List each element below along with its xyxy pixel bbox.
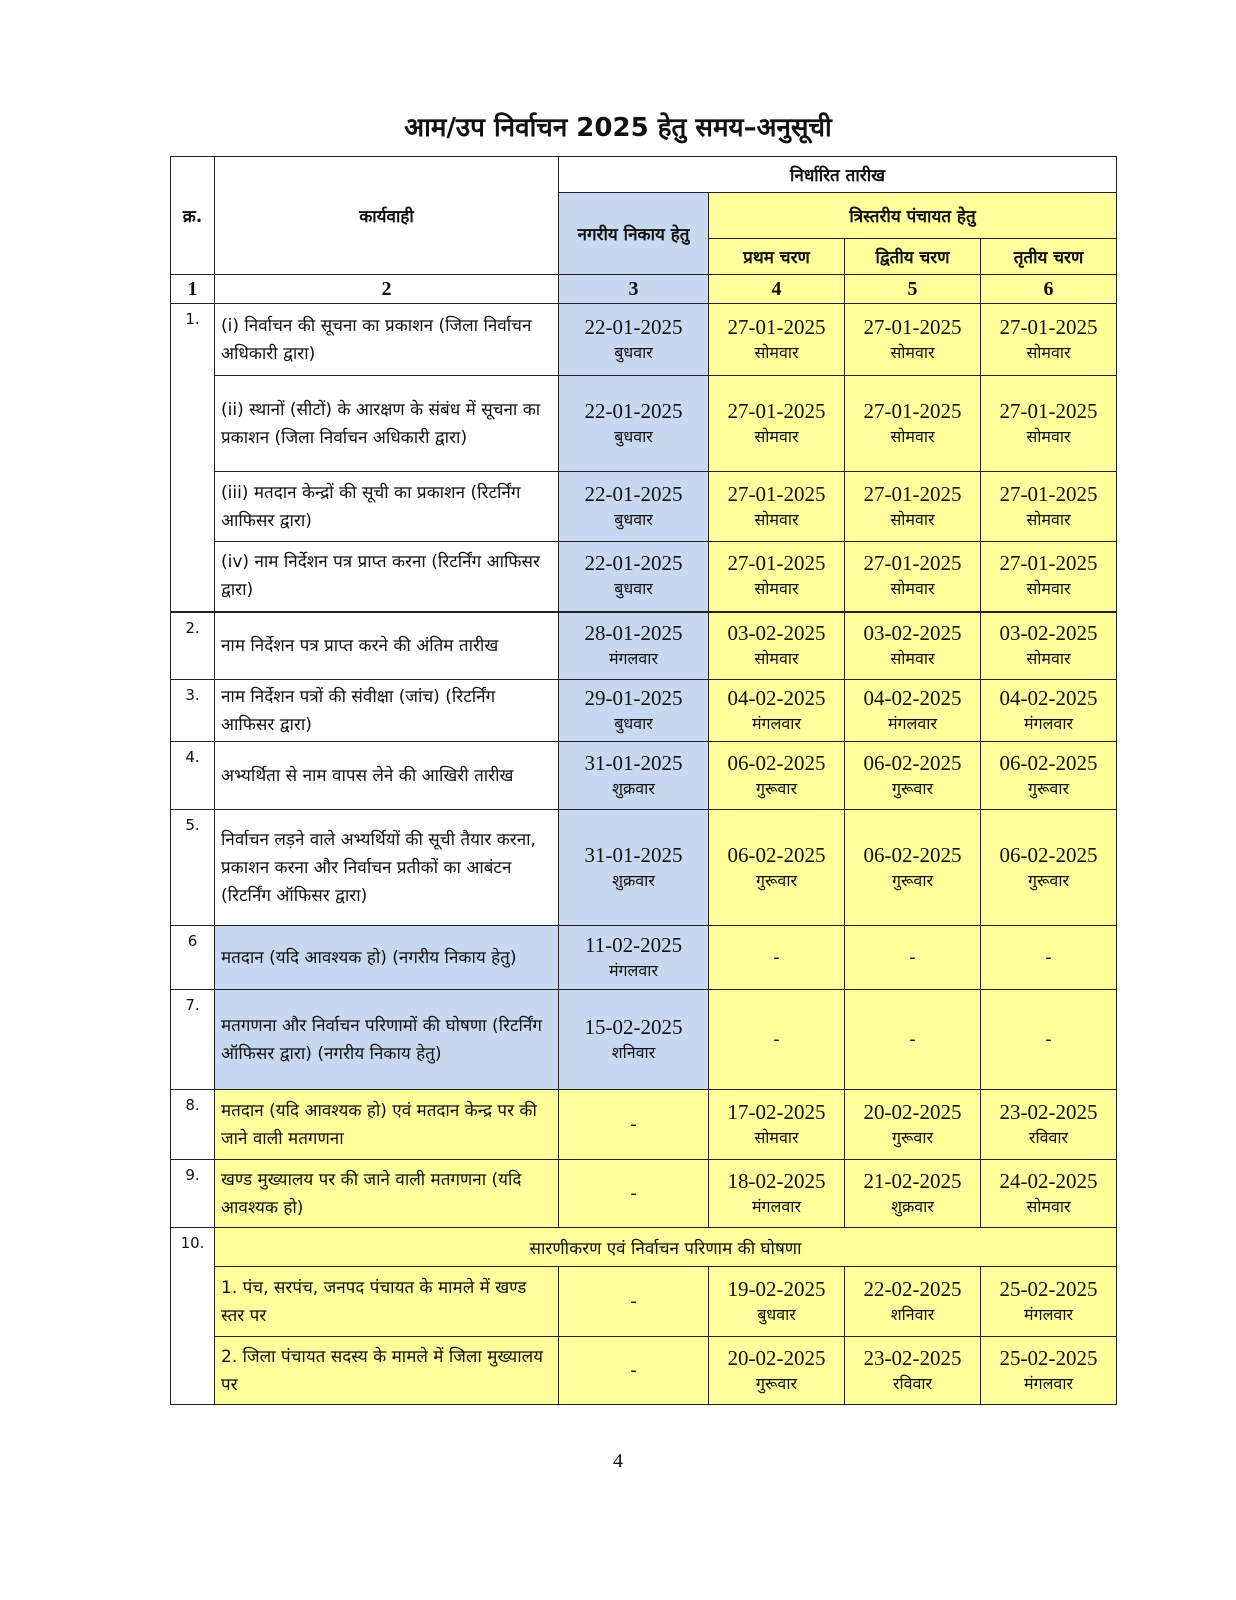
weekday-value: सोमवार <box>754 509 799 529</box>
row-number: 4. <box>171 742 215 810</box>
action-cell: मतदान (यदि आवश्यक हो) (नगरीय निकाय हेतु) <box>215 926 559 990</box>
weekday-value: सोमवार <box>754 648 799 668</box>
date-cell <box>709 742 845 810</box>
dash-cell: - <box>981 990 1117 1090</box>
date-cell <box>981 376 1117 472</box>
row-number: 3. <box>171 680 215 742</box>
weekday-value: शनिवार <box>611 1042 656 1062</box>
date-cell <box>845 612 981 680</box>
date-cell <box>709 376 845 472</box>
weekday-value: मंगलवार <box>608 648 658 668</box>
date-value: 24-02-2025 <box>999 1168 1098 1193</box>
column-number: 6 <box>981 275 1117 304</box>
weekday-value: गुरूवार <box>755 778 798 798</box>
date-cell <box>845 742 981 810</box>
weekday-value: गुरूवार <box>891 870 934 890</box>
action-cell: मतदान (यदि आवश्यक हो) एवं मतदान केन्द्र पर की जाने वाली मतगणना <box>215 1090 559 1160</box>
date-value: 25-02-2025 <box>999 1345 1098 1370</box>
date-cell <box>709 542 845 612</box>
weekday-value: गुरूवार <box>755 870 798 890</box>
date-cell <box>845 1337 981 1405</box>
header-phase-2: द्वितीय चरण <box>845 239 981 275</box>
date-cell <box>981 742 1117 810</box>
weekday-value: सोमवार <box>754 1127 799 1147</box>
header-sno: क्र. <box>171 157 215 275</box>
weekday-value: मंगलवार <box>1024 713 1074 733</box>
weekday-value: बुधवार <box>614 342 653 362</box>
row-number: 8. <box>171 1090 215 1160</box>
weekday-value: सोमवार <box>1026 579 1071 599</box>
date-cell <box>981 304 1117 376</box>
weekday-value: सोमवार <box>1026 426 1071 446</box>
date-cell <box>559 680 709 742</box>
table-row <box>171 990 1117 1090</box>
date-cell <box>845 542 981 612</box>
weekday-value: मंगलवार <box>751 1196 801 1216</box>
date-cell <box>981 542 1117 612</box>
table-row <box>171 1267 1117 1337</box>
date-cell <box>559 376 709 472</box>
weekday-value: गुरूवार <box>1027 778 1070 798</box>
date-cell <box>709 1267 845 1337</box>
action-cell: (i) निर्वाचन की सूचना का प्रकाशन (जिला निर्वाचन अधिकारी द्वारा) <box>215 304 559 376</box>
weekday-value: गुरूवार <box>755 1373 798 1393</box>
page-title: आम/उप निर्वाचन 2025 हेतु समय–अनुसूची <box>404 113 832 143</box>
date-cell <box>981 810 1117 926</box>
row-number: 6 <box>171 926 215 990</box>
table-row <box>171 1160 1117 1228</box>
date-value: 03-02-2025 <box>727 620 826 645</box>
action-cell: (ii) स्थानों (सीटों) के आरक्षण के संबंध में सूचना का प्रकाशन (जिला निर्वाचन अधिकारी द्वारा) <box>215 376 559 472</box>
weekday-value: सोमवार <box>754 426 799 446</box>
date-cell <box>981 680 1117 742</box>
weekday-value: गुरूवार <box>891 778 934 798</box>
dash-cell: - <box>845 926 981 990</box>
date-value: 15-02-2025 <box>584 1014 683 1039</box>
weekday-value: सोमवार <box>890 579 935 599</box>
date-value: 06-02-2025 <box>863 842 962 867</box>
date-value: 19-02-2025 <box>727 1276 826 1301</box>
date-value: 27-01-2025 <box>999 314 1098 339</box>
date-cell <box>845 472 981 542</box>
weekday-value: सोमवार <box>890 342 935 362</box>
weekday-value: रविवार <box>1028 1127 1069 1147</box>
table-row <box>171 542 1117 612</box>
date-value: 06-02-2025 <box>727 842 826 867</box>
action-cell: (iii) मतदान केन्द्रों की सूची का प्रकाशन (रिटर्निंग आफिसर द्वारा) <box>215 472 559 542</box>
date-value: 04-02-2025 <box>999 685 1098 710</box>
action-cell: (iv) नाम निर्देशन पत्र प्राप्त करना (रिटर्निंग आफिसर द्वारा) <box>215 542 559 612</box>
date-cell <box>981 472 1117 542</box>
date-value: 22-01-2025 <box>584 481 683 506</box>
date-value: 04-02-2025 <box>863 685 962 710</box>
date-value: 27-01-2025 <box>863 551 962 576</box>
table-row <box>171 810 1117 926</box>
date-value: 03-02-2025 <box>999 620 1098 645</box>
table-row <box>171 1228 1117 1267</box>
table-row <box>171 1090 1117 1160</box>
date-cell <box>559 810 709 926</box>
date-cell <box>709 472 845 542</box>
date-cell <box>559 926 709 990</box>
row-number: 7. <box>171 990 215 1090</box>
row-number: 2. <box>171 612 215 680</box>
weekday-value: शुक्रवार <box>612 870 655 890</box>
date-value: 20-02-2025 <box>863 1099 962 1124</box>
date-value: 20-02-2025 <box>727 1345 826 1370</box>
page-number: 4 <box>613 1450 623 1472</box>
date-value: 27-01-2025 <box>999 398 1098 423</box>
header-phase-3: तृतीय चरण <box>981 239 1117 275</box>
dash-cell: - <box>559 1160 709 1228</box>
date-value: 06-02-2025 <box>863 750 962 775</box>
weekday-value: सोमवार <box>1026 1196 1071 1216</box>
date-value: 23-02-2025 <box>863 1345 962 1370</box>
date-cell <box>845 1267 981 1337</box>
weekday-value: बुधवार <box>614 426 653 446</box>
date-value: 06-02-2025 <box>999 842 1098 867</box>
weekday-value: सोमवार <box>754 579 799 599</box>
date-cell <box>709 810 845 926</box>
weekday-value: बुधवार <box>614 713 653 733</box>
weekday-value: सोमवार <box>1026 509 1071 529</box>
date-cell <box>559 542 709 612</box>
date-value: 27-01-2025 <box>999 551 1098 576</box>
date-cell <box>845 680 981 742</box>
date-cell <box>709 1090 845 1160</box>
date-cell <box>709 1337 845 1405</box>
date-cell <box>981 1337 1117 1405</box>
header-panchayat: त्रिस्तरीय पंचायत हेतु <box>709 193 1117 239</box>
date-cell <box>559 612 709 680</box>
date-value: 27-01-2025 <box>863 481 962 506</box>
date-cell <box>559 304 709 376</box>
date-cell <box>709 680 845 742</box>
date-value: 31-01-2025 <box>584 842 683 867</box>
date-cell <box>559 472 709 542</box>
dash-cell: - <box>709 990 845 1090</box>
column-number: 5 <box>845 275 981 304</box>
date-value: 22-02-2025 <box>863 1276 962 1301</box>
row-number: 1. <box>171 304 215 612</box>
action-cell: खण्ड मुख्यालय पर की जाने वाली मतगणना (यदि आवश्यक हो) <box>215 1160 559 1228</box>
date-value: 31-01-2025 <box>584 750 683 775</box>
weekday-value: सोमवार <box>1026 342 1071 362</box>
column-number: 4 <box>709 275 845 304</box>
table-row <box>171 472 1117 542</box>
action-cell: अभ्यर्थिता से नाम वापस लेने की आखिरी तारीख <box>215 742 559 810</box>
weekday-value: शनिवार <box>890 1304 935 1324</box>
table-row <box>171 376 1117 472</box>
date-value: 27-01-2025 <box>727 481 826 506</box>
weekday-value: गुरूवार <box>1027 870 1070 890</box>
date-value: 27-01-2025 <box>863 314 962 339</box>
date-value: 29-01-2025 <box>584 685 683 710</box>
header-action: कार्यवाही <box>215 157 559 275</box>
weekday-value: शुक्रवार <box>891 1196 934 1216</box>
weekday-value: मंगलवार <box>751 713 801 733</box>
date-cell <box>981 612 1117 680</box>
weekday-value: सोमवार <box>890 648 935 668</box>
date-value: 22-01-2025 <box>584 398 683 423</box>
date-cell <box>845 1160 981 1228</box>
column-number: 3 <box>559 275 709 304</box>
date-value: 03-02-2025 <box>863 620 962 645</box>
weekday-value: बुधवार <box>757 1304 796 1324</box>
weekday-value: मंगलवार <box>887 713 937 733</box>
date-value: 06-02-2025 <box>727 750 826 775</box>
dash-cell: - <box>559 1267 709 1337</box>
weekday-value: मंगलवार <box>1024 1373 1074 1393</box>
weekday-value: सोमवार <box>890 509 935 529</box>
weekday-value: मंगलवार <box>1024 1304 1074 1324</box>
table-row <box>171 1337 1117 1405</box>
dash-cell: - <box>559 1337 709 1405</box>
date-value: 21-02-2025 <box>863 1168 962 1193</box>
action-cell: 1. पंच, सरपंच, जनपद पंचायत के मामले में खण्ड स्तर पर <box>215 1267 559 1337</box>
date-value: 27-01-2025 <box>727 398 826 423</box>
date-cell <box>981 1267 1117 1337</box>
row10-heading: सारणीकरण एवं निर्वाचन परिणाम की घोषणा <box>215 1228 1117 1267</box>
dash-cell: - <box>845 990 981 1090</box>
date-value: 18-02-2025 <box>727 1168 826 1193</box>
date-cell <box>559 990 709 1090</box>
row-number: 9. <box>171 1160 215 1228</box>
header-fixed-dates: निर्धारित तारीख <box>559 157 1117 193</box>
date-value: 25-02-2025 <box>999 1276 1098 1301</box>
weekday-value: रविवार <box>892 1373 933 1393</box>
action-cell: नाम निर्देशन पत्र प्राप्त करने की अंतिम तारीख <box>215 612 559 680</box>
date-cell <box>845 810 981 926</box>
dash-cell: - <box>559 1090 709 1160</box>
date-value: 27-01-2025 <box>727 551 826 576</box>
date-cell <box>845 1090 981 1160</box>
date-cell <box>981 1160 1117 1228</box>
weekday-value: मंगलवार <box>608 960 658 980</box>
weekday-value: बुधवार <box>614 579 653 599</box>
date-cell <box>709 612 845 680</box>
weekday-value: गुरूवार <box>891 1127 934 1147</box>
action-cell: निर्वाचन लड़ने वाले अभ्यर्थियों की सूची तैयार करना, प्रकाशन करना और निर्वाचन प्रतीकों का आबंटन (रिटर्निंग ऑफिसर द्वारा) <box>215 810 559 926</box>
column-number: 1 <box>171 275 215 304</box>
date-value: 27-01-2025 <box>863 398 962 423</box>
dash-cell: - <box>981 926 1117 990</box>
date-value: 23-02-2025 <box>999 1099 1098 1124</box>
action-cell: 2. जिला पंचायत सदस्य के मामले में जिला मुख्यालय पर <box>215 1337 559 1405</box>
date-cell <box>981 1090 1117 1160</box>
table-row <box>171 742 1117 810</box>
row-number: 5. <box>171 810 215 926</box>
date-value: 27-01-2025 <box>999 481 1098 506</box>
date-value: 04-02-2025 <box>727 685 826 710</box>
date-cell <box>709 304 845 376</box>
dash-cell: - <box>709 926 845 990</box>
table-row <box>171 680 1117 742</box>
date-value: 22-01-2025 <box>584 551 683 576</box>
date-value: 28-01-2025 <box>584 620 683 645</box>
date-cell <box>845 304 981 376</box>
column-number: 2 <box>215 275 559 304</box>
date-value: 06-02-2025 <box>999 750 1098 775</box>
action-cell: मतगणना और निर्वाचन परिणामों की घोषणा (रिटर्निंग ऑफिसर द्वारा) (नगरीय निकाय हेतु) <box>215 990 559 1090</box>
header-phase-1: प्रथम चरण <box>709 239 845 275</box>
date-cell <box>845 376 981 472</box>
table-row <box>171 926 1117 990</box>
table-row <box>171 612 1117 680</box>
weekday-value: शुक्रवार <box>612 778 655 798</box>
row-number: 10. <box>171 1228 215 1405</box>
date-cell <box>709 1160 845 1228</box>
date-cell <box>559 742 709 810</box>
header-urban: नगरीय निकाय हेतु <box>559 193 709 275</box>
weekday-value: सोमवार <box>754 342 799 362</box>
schedule-table <box>170 156 1117 1405</box>
weekday-value: सोमवार <box>1026 648 1071 668</box>
date-value: 27-01-2025 <box>727 314 826 339</box>
date-value: 17-02-2025 <box>727 1099 826 1124</box>
weekday-value: बुधवार <box>614 509 653 529</box>
table-row <box>171 304 1117 376</box>
weekday-value: सोमवार <box>890 426 935 446</box>
action-cell: नाम निर्देशन पत्रों की संवीक्षा (जांच) (रिटर्निंग आफिसर द्वारा) <box>215 680 559 742</box>
date-value: 11-02-2025 <box>584 932 683 957</box>
date-value: 22-01-2025 <box>584 314 683 339</box>
